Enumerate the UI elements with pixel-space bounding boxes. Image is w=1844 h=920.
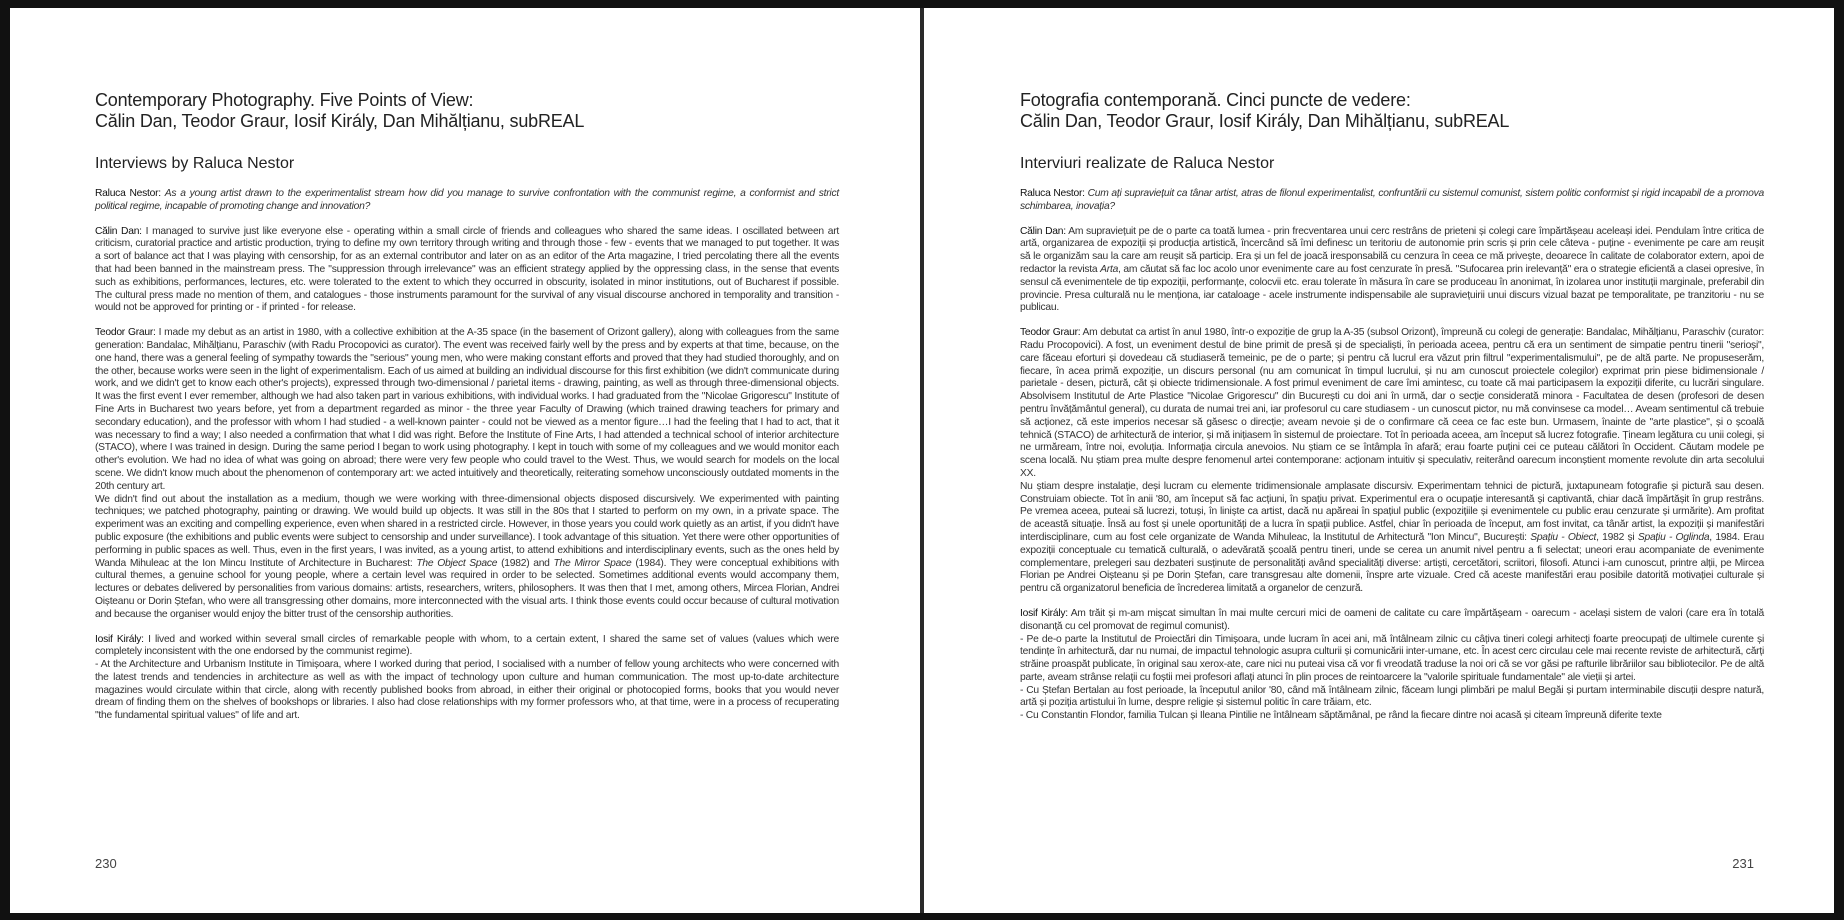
answer-text-part: , am căutat să fac loc acolo unor evenimente care au fost cenzurate în presă. "Sufocarea prin irelevanță" era o strategie eficientă a clasei opresive, în sensul că evenimentele de tip expoziții, performanțe, colocvii etc. erau tolerate în măsura în care se produceau în anonimat, în izolarea unor instituții marginale, preferabil din provincie. Presa culturală nu le menționa, iar cataloage - acele instrumente indispensabile ale supraviețuirii unui discurs vizual bazat pe temporalitate, pe tranzitoriu - nu se publicau. [1020, 263, 1764, 314]
book-spread [10, 8, 1834, 913]
left-page-content [95, 90, 839, 735]
title-line-1: Contemporary Photography. Five Points of View: [95, 90, 474, 110]
answer-paragraph-teodor-graur [95, 327, 839, 621]
exhibition-title: The Mirror Space [553, 557, 632, 569]
answer-text: Am trăit și m-am mișcat simultan în mai multe cercuri mici de oameni de calitate cu care împărtășeam - oarecum - același sistem de valori (care era în totală disonanță cu cel promovat de regimul comunist). [1020, 607, 1764, 632]
right-page-content [1020, 90, 1764, 735]
answer-paragraph-teodor-graur [1020, 327, 1764, 596]
answer-paragraph-calin-dan [95, 226, 839, 316]
answer-text-part: (1984). They were conceptual exhibitions with cultural themes, a genuine school for young people, where a certain level was required in order to be selected. Sometimes additional events would accompany them, lectures or debates delivered by personalities from various domains: artists, researchers, writers, philosophers. It was then that I met, among others, Mircea Florian, Andrei Oișteanu or Dorin Ștefan, who were all transgressing other domains, more interconnected with the visual arts. I think those events could occur because of cultural motivation and because the organiser would enjoy the bitter trust of the censorship authorities. [95, 557, 839, 620]
page-title [1020, 90, 1764, 132]
speaker-name: Teodor Graur: [95, 327, 156, 339]
answer-text-continued [1020, 481, 1764, 596]
answer-text: Am debutat ca artist în anul 1980, într-o expoziție de grup la A-35 (subsol Orizont), împreună cu colegi de generație: Bandalac, Mihălțianu, Paraschiv (curator: Radu Procopovici). A fost, un eveniment destul de bine primit de presă și de specialiști, în perioada aceea, pentru că era un sentiment de simpatie pentru tinerii "serioși", care făceau eforturi și dovedeau că studiaseră temeinic, pe de o parte; și pentru că lucrul era văzut prin filtrul "experimentalismului", pe de altă parte. Ne propuseserăm, fiecare, în acea primă expoziție, un discurs personal (nu am comunicat în timpul lucrului, și nu am cunoscut proiectele colegilor) exprimat prin piese bidimensionale / parietale - desen, pictură, cât și obiecte tridimensionale. A fost primul eveniment de care îmi amintesc, cu toate că mai participasem la expoziții diferite, cu lucrări singulare. Absolvisem Institutul de Arte Plastice "Nicolae Grigorescu" din București cu doi ani în urmă, dar o secție considerată minora - Facultatea de desen (profesori de desen pentru învățământul general), cu durata de numai trei ani, iar profesorul cu care studiasem - un cunoscut pictor, nu mă convinsese ca model… Aveam sentimentul că trebuie să acționez, că este imperios necesar să găsesc o direcție; aveam nevoie și de o confirmare că ceea ce fac este bun. Urmasem, înainte de "arte plastice", și o școală tehnică (STACO) de arhitectură de interior, și mă inițiasem în sistemul de proiectare. Tot în perioada aceea, am început să lucrez fotografie. Țineam legătura cu unii colegi, și ne urmăream, între noi, evoluția. Informația circula anevoios. Nu știam ce se întâmpla în afară; erau foarte puțini cei ce puteau călători în Occident. Căutam modele pe scena locală. Nu știam prea multe despre fenomenul artei contemporane: acționam intuitiv și speculativ, reiterând oarecum inconștient momente revolute din arta secolului XX. [1020, 327, 1764, 479]
exhibition-title: Spațiu - Oglinda [1637, 531, 1710, 543]
page-subtitle: Interviews by Raluca Nestor [95, 155, 295, 172]
answer-text-part: , 1982 și [1596, 531, 1635, 543]
speaker-name: Raluca Nestor: [95, 188, 161, 199]
answer-text-part: Nu știam despre instalație, deși lucram cu elemente tridimensionale amplasate discursiv. Experimentam tehnici de pictură, juxtapuneam fotografie și pictură sau desen. Construiam obiecte. Tot în anii '80, am început să fac acțiuni, în spațiu privat. Experimentul era o ocupație interesantă și captivantă, chiar dacă împărtășit în grup restrâns. Pe vremea aceea, puteai să lucrezi, totuși, în liniște ca artist, dacă nu apăreai în spațiul public (expozițiile și evenimentele cu public erau cenzurate și urmărite). Am profitat de această situație. Însă au fost și unele oportunități de a lucra în spații publice. Astfel, chiar în perioada de început, am fost invitat, ca tânăr artist, la expoziții și manifestări interdisciplinare, cum au fost cele organizate de Wanda Mihuleac, la Institutul de Arhitectură "Ion Mincu", București: [1020, 480, 1764, 543]
title-line-2: Călin Dan, Teodor Graur, Iosif Király, Dan Mihălțianu, subREAL [1020, 111, 1510, 131]
speaker-name: Raluca Nestor: [1020, 188, 1085, 199]
answer-text-continued [95, 494, 839, 622]
answer-text: I lived and worked within several small circles of remarkable people with whom, to a certain extent, I shared the same set of values (values which were completely inconsistent with the one endorsed by the communist regime). [95, 633, 839, 658]
speaker-name: Călin Dan: [1020, 225, 1066, 237]
question-paragraph [95, 188, 839, 214]
speaker-name: Călin Dan: [95, 225, 142, 237]
speaker-name: Iosif Király: [95, 633, 144, 645]
page-subtitle: Interviuri realizate de Raluca Nestor [1020, 155, 1275, 172]
answer-text-part: Am supraviețuit pe de o parte ca toată lumea - prin frecventarea unui cerc restrâns de prieteni și colegi care împărtășeau aceleași idei. Pendulam între critica de artă, organizarea de expoziții și producția artistică, încercând să îmi definesc un teritoriu de autonomie prin scris și prin cele câteva - puține - evenimente pe care am reușit să le organizăm sau la care am reușit să particip. Era și un fel de joacă iresponsabilă cu cenzura în ceea ce mă privește, deoarece în calitate de colaborator extern, apoi de redactor la revista [1020, 225, 1765, 275]
answer-text-part: We didn't find out about the installation as a medium, though we were working with three-dimensional objects disposed discursively. We experimented with painting techniques; we patched photography, painting or drawing. We would build up objects. It was still in the 80s that I started to perform on my own, in a private space. The experiment was an exciting and compelling experience, even when shared in a restricted circle. However, in those years you could work quietly as an artist, if you didn't have public exposure (the exhibitions and public events were subject to censorship and under surveillance). I took advantage of this situation. Yet there were other opportunities of performing in public spaces as well. Thus, even in the first years, I was invited, as a young artist, to attend exhibitions and interdisciplinary events, such as the ones held by Wanda Mihuleac at the Ion Mincu Institute of Architecture in Bucharest: [95, 493, 839, 569]
answer-text-continued: - Cu Constantin Flondor, familia Tulcan și Ileana Pintilie ne întâlneam săptămânal, pe rând la fiecare dintre noi acasă și citeam împreună diferite texte [1020, 710, 1662, 722]
answer-text-continued: - At the Architecture and Urbanism Institute in Timișoara, where I worked during that period, I socialised with a number of fellow young architects who were concerned with the latest trends and tendencies in architecture as well as with the impact of technology upon culture and human communication. The most up-to-date architecture magazines would circulate within that circle, along with recently published books from abroad, in either their original or photocopied forms, books that you would never dream of finding them on the shelves of bookshops or libraries. I also had close relationships with my former professors who, at that time, were in a process of recuperating "the fundamental spiritual values" of life and art. [95, 659, 839, 722]
magazine-title: Arta [1100, 263, 1119, 275]
answer-text-part: (1982) and [501, 557, 550, 569]
page-number: 231 [1732, 856, 1754, 871]
page-number: 230 [95, 856, 117, 871]
right-page [924, 8, 1834, 913]
answer-text: I managed to survive just like everyone else - operating within a small circle of friends and colleagues who shared the same ideas. I oscillated between art criticism, curatorial practice and artistic production, trying to define my own territory through writing and through those - few - events that we managed to put together. It was a sort of balance act that I was playing with censorship, for as an external contributor and later on as an editor of the Arta magazine, I tried percolating there all the events that had been banned in the mainstream press. The "suppression through irrelevance" was an efficient strategy applied by the oppressing class, in the sense that events such as exhibitions, performances, lectures, etc. were tolerated to the extent to which they occurred in obscurity, isolated in minor institutions, out of Bucharest if possible. The cultural press made no mention of them, and catalogues - those instruments paramount for the survival of any visual discourse anchored in temporality and transition - would not be approved for printing or - if printed - for release. [95, 225, 840, 314]
answer-paragraph-iosif-kiraly [1020, 608, 1764, 723]
speaker-name: Teodor Graur: [1020, 327, 1081, 339]
exhibition-title: Spațiu - Obiect [1530, 531, 1597, 543]
question-text: As a young artist drawn to the experimentalist stream how did you manage to survive confrontation with the communist regime, a conformist and strict political regime, incapable of promoting change and innovation? [95, 188, 839, 212]
answer-paragraph-calin-dan [1020, 226, 1764, 316]
answer-text: I made my debut as an artist in 1980, with a collective exhibition at the A-35 space (in the basement of Orizont gallery), along with colleagues from the same generation: Bandalac, Mihălțianu, Paraschiv (with Radu Procopovici as curator). The event was received fairly well by the press and by experts at that time, because, on the one hand, there was a general feeling of sympathy towards the "serious" young men, who were making constant efforts and proved that they had studied thoroughly, and on the other, because works were seen in the light of experimentalism. Each of us aimed at building an individual discourse for this first exhibition (we didn't communicate during work, and we didn't get to know each other's projects), expressed through two-dimensional / parietal items - drawing, painting, as well as through three-dimensional objects. It was the first event I ever remember, although we had also taken part in various exhibitions, with individual works. I had graduated from the "Nicolae Grigorescu" Institute of Fine Arts in Bucharest two years before, yet from a department regarded as minor - the three year Faculty of Drawing (which trained drawing teachers for primary and secondary education), and the professor with whom I had studied - a well-known painter - could not be viewed as a mentor figure…I had the feeling that I had to act, that it was necessary to find a way; I also needed a confirmation that what I did was right. Before the Institute of Fine Arts, I had attended a technical school of interior architecture (STACO), where I was trained in design. During the same period I began to work using photography. I kept in touch with some of my colleagues and we would monitor each other's evolution. We had no idea of what was going on abroad; there were very few people who could travel to the West. Thus, we would search for models on the local scene. We didn't know much about the phenomenon of contemporary art: we acted intuitively and theoretically, reiterating somehow unconsciously outdated moments in the 20th century art. [95, 327, 839, 492]
title-line-1: Fotografia contemporană. Cinci puncte de vedere: [1020, 90, 1411, 110]
page-title [95, 90, 839, 132]
question-text: Cum ați supraviețuit ca tânar artist, atras de filonul experimentalist, confruntării cu sistemul comunist, sistem politic conformist și rigid incapabil de a promova schimbarea, inovația? [1020, 188, 1764, 212]
answer-text-continued: - Cu Ștefan Bertalan au fost perioade, la începutul anilor '80, când mă întâlneam zilnic, făceam lungi plimbări pe malul Begăi și purtam interminabile discuții despre natură, artă și poziția artistului în lume, despre religie și sistemul politic în care trăiam, etc. [1020, 684, 1764, 709]
left-page [10, 8, 920, 913]
answer-paragraph-iosif-kiraly [95, 634, 839, 724]
question-paragraph [1020, 188, 1764, 214]
speaker-name: Iosif Király: [1020, 607, 1068, 619]
answer-text-continued: - Pe de-o parte la Institutul de Proiectări din Timișoara, unde lucram în acei ani, mă întâlneam zilnic cu câțiva tineri colegi arhitecți foarte preocupați de ultimele curente și tendințe în arhitectură, dar nu numai, de impactul tehnologic asupra culturii și comunicării inter-umane, etc. În acest cerc circulau cele mai recente reviste de arhitectură, cărți străine proaspăt publicate, în original sau xerox-ate, care nici nu puteai visa că vor fi vreodată traduse la noi ori că se vor găsi pe rafturile librăriilor sau bibliotecilor. Pe de altă parte, aveam strânse relații cu foștii mei profesori aflați atunci în plin proces de reintoarcere la "valorile spirituale fundamentale" ale vieții și artei. [1020, 633, 1764, 683]
title-line-2: Călin Dan, Teodor Graur, Iosif Király, Dan Mihălțianu, subREAL [95, 111, 585, 131]
exhibition-title: The Object Space [416, 557, 498, 569]
answer-text-part: , 1984. Erau expoziții conceptuale cu tematică culturală, o adevărată școală pentru tineri, unde se cerea un anumit nivel pentru a fi selectat; uneori erau acompaniate de evenimente complementare, prelegeri sau dezbateri susținute de personalități având specialități diverse: artiști, cercetători, scriitori, filosofi. Atunci i-am cunoscut, printre alții, pe Mircea Florian pe Andrei Oișteanu și pe Dorin Ștefan, care transgresau alte domenii, înspre arte vizuale. Cred că aceste manifestări erau posibile datorită motivației culturale și pentru că organizatorul beneficia de încrederea limitată a organelor de cenzură. [1020, 531, 1764, 595]
